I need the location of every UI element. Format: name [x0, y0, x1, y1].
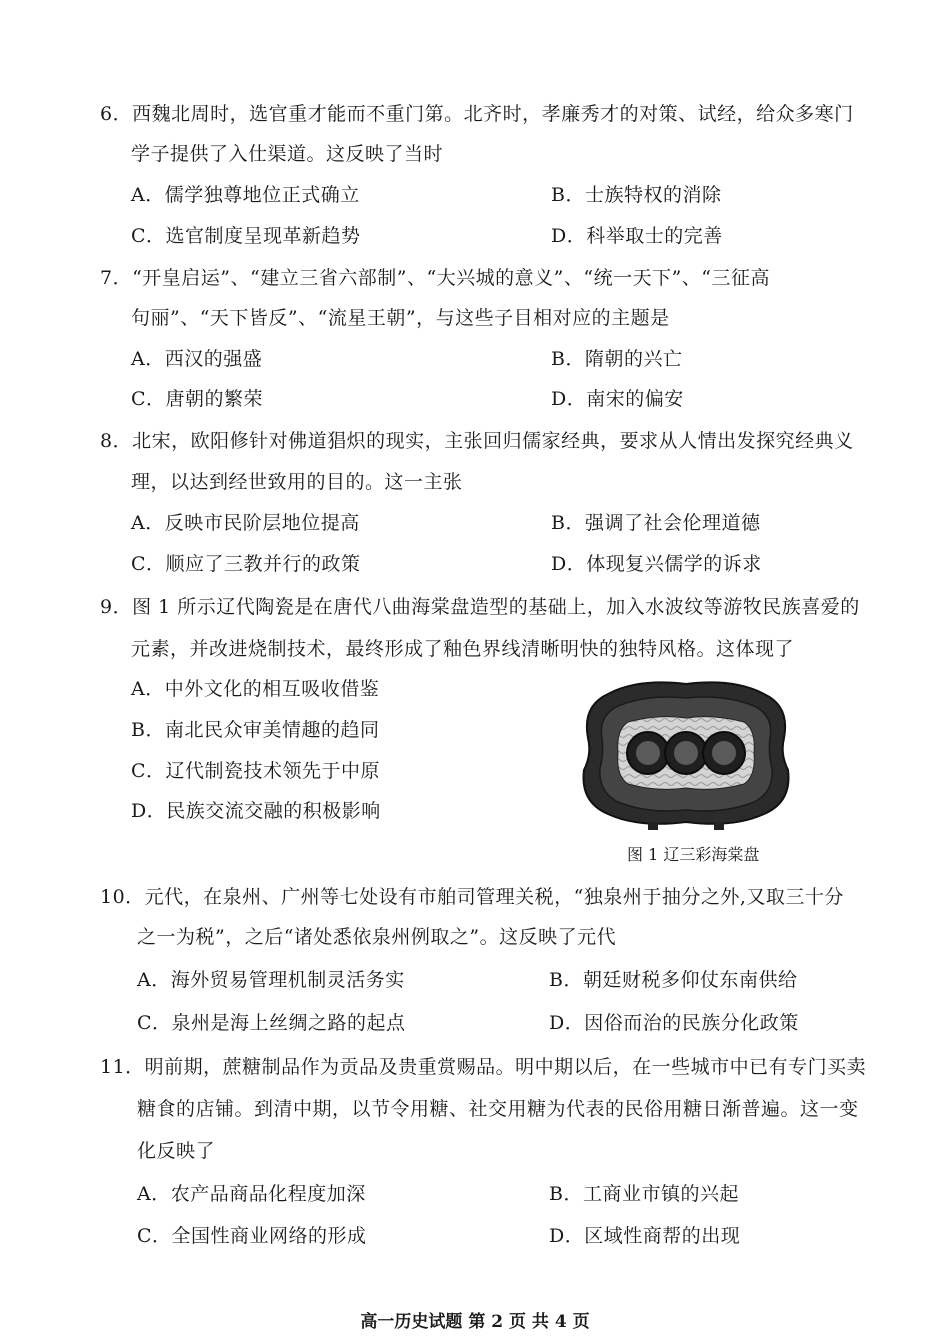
- question-7-option-b: B．隋朝的兴亡: [551, 348, 683, 370]
- question-8-option-d: D．体现复兴儒学的诉求: [551, 553, 762, 575]
- question-10-option-b: B．朝廷财税多仰仗东南供给: [549, 969, 798, 991]
- figure-1-caption: 图 1 辽三彩海棠盘: [627, 845, 760, 864]
- question-11-option-b: B．工商业市镇的兴起: [549, 1183, 739, 1205]
- question-8-option-a: A．反映市民阶层地位提高: [131, 512, 360, 534]
- question-10-line-2: 之一为税”，之后“诸处悉依泉州例取之”。这反映了元代: [137, 926, 617, 948]
- question-11-option-c: C．全国性商业网络的形成: [137, 1225, 367, 1247]
- question-10-line-1: 10．元代，在泉州、广州等七处设有市舶司管理关税，“独泉州于抽分之外,又取三十分: [100, 886, 844, 908]
- question-10-option-a: A．海外贸易管理机制灵活务实: [137, 969, 405, 991]
- question-6-option-a: A．儒学独尊地位正式确立: [131, 184, 360, 206]
- question-9-option-b: B．南北民众审美情趣的趋同: [131, 719, 380, 741]
- question-9-option-d: D．民族交流交融的积极影响: [131, 800, 381, 822]
- question-11-option-d: D．区域性商帮的出现: [549, 1225, 741, 1247]
- question-9-option-c: C．辽代制瓷技术领先于中原: [131, 760, 381, 782]
- plate-medallions: [627, 732, 745, 774]
- page-footer: 高一历史试题 第 2 页 共 4 页: [360, 1312, 590, 1332]
- question-6-option-c: C．选官制度呈现革新趋势: [131, 225, 361, 247]
- question-8-line-1: 8．北宋，欧阳修针对佛道猖炽的现实，主张回归儒家经典，要求从人情出发探究经典义: [100, 430, 854, 452]
- question-7-option-c: C．唐朝的繁荣: [131, 388, 264, 410]
- question-6-line-2: 学子提供了入仕渠道。这反映了当时: [131, 143, 444, 165]
- question-8-option-b: B．强调了社会伦理道德: [551, 512, 761, 534]
- question-7-option-a: A．西汉的强盛: [131, 348, 263, 370]
- question-10-option-c: C．泉州是海上丝绸之路的起点: [137, 1012, 406, 1034]
- question-11-option-a: A．农产品商品化程度加深: [137, 1183, 366, 1205]
- question-7-line-1: 7．“开皇启运”、“建立三省六部制”、“大兴城的意义”、“统一天下”、“三征高: [100, 267, 771, 289]
- question-11-line-3: 化反映了: [137, 1140, 216, 1162]
- question-8-option-c: C．顺应了三教并行的政策: [131, 553, 361, 575]
- question-10-option-d: D．因俗而治的民族分化政策: [549, 1012, 799, 1034]
- question-8-line-2: 理，以达到经世致用的目的。这一主张: [131, 471, 463, 493]
- question-11-line-1: 11．明前期，蔗糖制品作为贡品及贵重赏赐品。明中期以后，在一些城市中已有专门买卖: [100, 1056, 867, 1078]
- question-9-line-1: 9．图 1 所示辽代陶瓷是在唐代八曲海棠盘造型的基础上，加入水波纹等游牧民族喜爱的: [100, 596, 860, 618]
- figure-1-plate-image: [578, 676, 794, 832]
- question-9-option-a: A．中外文化的相互吸收借鉴: [131, 678, 380, 700]
- question-6-option-d: D．科举取士的完善: [551, 225, 723, 247]
- question-7-option-d: D．南宋的偏安: [551, 388, 684, 410]
- question-7-line-2: 句丽”、“天下皆反”、“流星王朝”，与这些子目相对应的主题是: [131, 307, 670, 329]
- question-11-line-2: 糖食的店铺。到清中期，以节令用糖、社交用糖为代表的民俗用糖日渐普遍。这一变: [137, 1098, 859, 1120]
- question-6-line-1: 6．西魏北周时，选官重才能而不重门第。北齐时，孝廉秀才的对策、试经，给众多寒门: [100, 103, 854, 125]
- question-6-option-b: B．士族特权的消除: [551, 184, 722, 206]
- question-9-line-2: 元素，并改进烧制技术，最终形成了釉色界线清晰明快的独特风格。这体现了: [131, 638, 795, 660]
